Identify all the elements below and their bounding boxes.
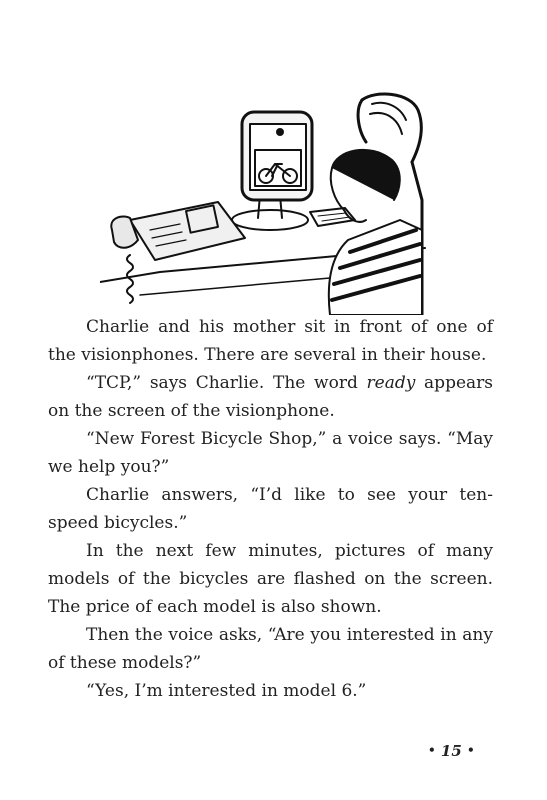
page-marker-left: • — [428, 743, 436, 757]
paragraph-2-italic-word: ready — [366, 373, 416, 393]
story-text — [48, 313, 493, 705]
paragraph-3: “New Forest Bicycle Shop,” a voice says. “May we help you?” — [48, 429, 493, 477]
paragraph-6: Then the voice asks, “Are you interested in any of these models?” — [48, 625, 493, 673]
page-number-value: 15 — [440, 742, 462, 760]
visionphone-illustration — [100, 90, 430, 315]
paragraph-2-before: “TCP,” says Charlie. The word — [86, 373, 367, 393]
paragraph-2-after: appears on the screen of the visionphone. — [48, 373, 493, 421]
paragraph-7: “Yes, I’m interested in model 6.” — [86, 681, 367, 701]
paragraph-1: Charlie and his mother sit in front of one of the visionphones. There are several in their house. — [48, 317, 493, 365]
paragraph-5: In the next few minutes, pictures of many models of the bicycles are flashed on the screen. The price of each model is also shown. — [48, 541, 493, 617]
paragraph-4: Charlie answers, “I’d like to see your ten-speed bicycles.” — [48, 485, 493, 533]
page-marker-right: • — [467, 743, 475, 757]
page-number — [428, 742, 475, 760]
paragraph-2 — [48, 369, 493, 425]
